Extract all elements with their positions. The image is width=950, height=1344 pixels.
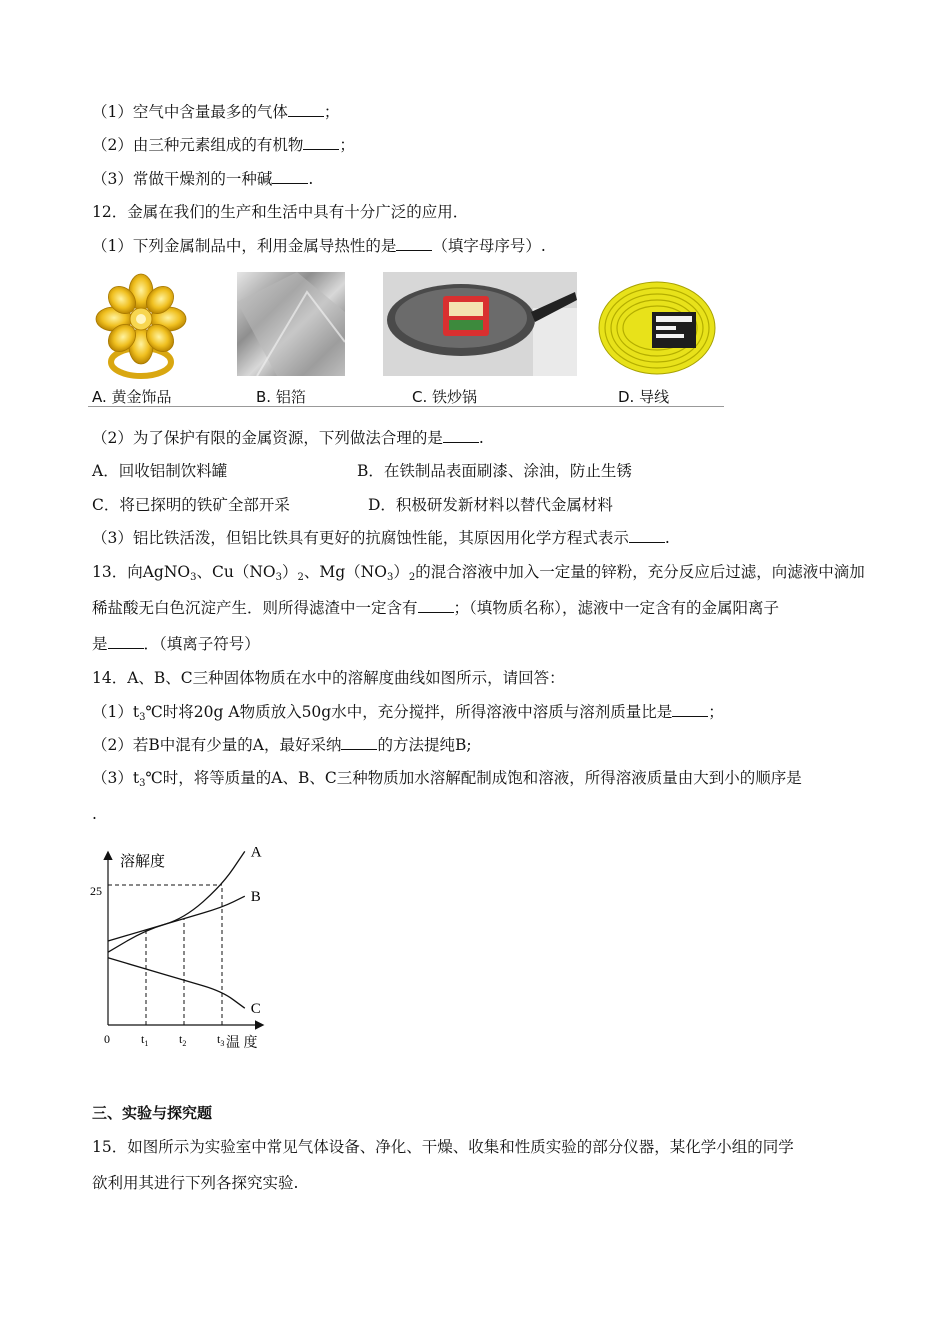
q13-text-close: ） xyxy=(393,563,409,581)
q13-line-3 xyxy=(92,633,260,655)
q12-sub-2 xyxy=(92,427,484,449)
q12-sub-3-text: （3）铝比铁活泼，但铝比铁具有更好的抗腐蚀性能，其原因用化学方程式表示 xyxy=(92,529,629,547)
y-axis-label: 溶解度 xyxy=(120,854,166,870)
q13-line-2-text: 稀盐酸无白色沉淀产生．则所得滤渣中一定含有 xyxy=(92,599,418,617)
q14-sub-1-a: （1）t xyxy=(92,703,140,721)
subscript: 3 xyxy=(275,572,282,583)
q14-sub-3-end: . xyxy=(92,805,97,823)
q13-text-3: 、Mg（NO xyxy=(303,563,387,581)
answer-blank[interactable] xyxy=(396,236,432,251)
q11-item-2 xyxy=(92,134,355,156)
x-axis-label: 温 度 xyxy=(226,1036,258,1051)
answer-blank[interactable] xyxy=(418,598,454,613)
q12-option-b[interactable]: B．在铁制品表面刷漆、涂油，防止生锈 xyxy=(357,462,632,480)
q13-line-3-end: ．（填离子符号） xyxy=(143,635,260,653)
y-tick-label: 25 xyxy=(90,884,102,898)
q14-sub-3 xyxy=(92,767,802,795)
subscript: 3 xyxy=(190,572,197,583)
q12-sub-2-text: （2）为了保护有限的金属资源，下列做法合理的是 xyxy=(92,429,443,447)
q11-item-3-end: . xyxy=(308,170,314,188)
q14-sub-3-a: （3）t xyxy=(92,769,140,787)
q11-item-1 xyxy=(92,101,339,123)
q12-sub-3-end: . xyxy=(664,529,670,547)
q14-sub-2-text: （2）若B中混有少量的A，最好采纳 xyxy=(92,736,342,754)
q11-item-2-text: （2）由三种元素组成的有机物 xyxy=(92,136,304,154)
q11-item-3-text: （3）常做干燥剂的一种碱 xyxy=(92,170,273,188)
wire-coil-icon xyxy=(594,272,720,382)
answer-blank[interactable] xyxy=(272,169,308,184)
curve-B xyxy=(108,896,245,941)
curve-C xyxy=(108,958,245,1008)
image-label-d: D. 导线 xyxy=(618,388,670,406)
image-label-b: B. 铝箔 xyxy=(256,388,306,406)
q14-sub-2 xyxy=(92,734,472,756)
answer-blank[interactable] xyxy=(303,135,339,150)
subscript: 3 xyxy=(386,572,394,583)
aluminum-foil-icon xyxy=(237,272,345,376)
q13-text-close: ） xyxy=(281,563,298,581)
q12-sub-1-end: （填字母序号）. xyxy=(432,237,546,255)
answer-blank[interactable] xyxy=(672,702,708,717)
q14-sub-1 xyxy=(92,701,724,729)
q14-stem: 14．A、B、C三种固体物质在水中的溶解度曲线如图所示，请回答： xyxy=(92,669,565,687)
q12-sub-1 xyxy=(92,235,546,257)
answer-blank[interactable] xyxy=(288,102,324,117)
x-tick-label: $t_1$ xyxy=(141,1032,149,1048)
q11-item-1-text: （1）空气中含量最多的气体 xyxy=(92,103,288,121)
q12-options-row-1 xyxy=(92,460,227,482)
origin-label: 0 xyxy=(104,1032,110,1046)
q14-sub-1-end: ； xyxy=(708,703,724,721)
q15-line-1: 15．如图所示为实验室中常见气体设备、净化、干燥、收集和性质实验的部分仪器，某化学小组的同学 xyxy=(92,1138,794,1156)
x-tick-label: $t_3$ xyxy=(217,1032,225,1048)
q12-sub-2-end: . xyxy=(478,429,484,447)
section-heading: 三、实验与探究题 xyxy=(92,1104,213,1122)
image-label-c: C. 铁炒锅 xyxy=(412,388,478,406)
gold-flower-ring-icon xyxy=(90,272,192,384)
q14-sub-3-b: ℃时，将等质量的A、B、C三种物质加水溶解配制成饱和溶液，所得溶液质量由大到小的顺序是 xyxy=(145,769,802,787)
x-tick-label: $t_2$ xyxy=(179,1032,187,1048)
subscript: 2 xyxy=(297,572,304,583)
answer-blank[interactable] xyxy=(108,634,144,649)
answer-blank[interactable] xyxy=(341,735,377,750)
figure-baseline xyxy=(88,406,724,407)
answer-blank[interactable] xyxy=(443,428,479,443)
q13-line-1 xyxy=(92,561,865,589)
answer-blank[interactable] xyxy=(629,528,665,543)
q13-line-2 xyxy=(92,597,779,619)
q12-sub-1-text: （1）下列金属制品中，利用金属导热性的是 xyxy=(92,237,397,255)
q11-item-2-end: ； xyxy=(339,136,355,154)
metal-products-figure xyxy=(88,272,724,408)
subscript: 3 xyxy=(139,778,146,789)
q12-stem: 12．金属在我们的生产和生活中具有十分广泛的应用． xyxy=(92,203,469,221)
series-label-C: C xyxy=(250,1001,261,1018)
option-a[interactable]: A．回收铝制饮料罐 xyxy=(92,462,228,480)
q14-sub-2-end: 的方法提纯B; xyxy=(377,736,472,754)
q12-option-d[interactable]: D．积极研发新材料以替代金属材料 xyxy=(368,496,613,514)
q13-text-4: 的混合溶液中加入一定量的锌粉，充分反应后过滤，向滤液中滴加 xyxy=(415,563,865,581)
q11-item-3 xyxy=(92,168,313,190)
q13-text-2: 、Cu（NO xyxy=(196,563,276,581)
q12-sub-3 xyxy=(92,527,670,549)
subscript: 2 xyxy=(408,572,416,583)
q12-option-c[interactable]: C．将已探明的铁矿全部开采 xyxy=(92,496,290,514)
image-label-a: A. 黄金饰品 xyxy=(92,388,172,406)
series-label-B: B xyxy=(250,889,261,906)
series-label-A: A xyxy=(250,845,262,861)
solubility-curve-chart xyxy=(90,845,275,1055)
iron-wok-icon xyxy=(383,272,577,376)
q11-item-1-end: ； xyxy=(323,103,340,121)
q14-sub-1-b: ℃时将20g A物质放入50g水中，充分搅拌，所得溶液中溶质与溶剂质量比是 xyxy=(145,703,673,721)
q13-line-2-end: ；（填物质名称），滤液中一定含有的金属阳离子 xyxy=(453,599,780,617)
q13-text-1: 13．向AgNO xyxy=(92,563,191,581)
q15-line-2: 欲利用其进行下列各探究实验. xyxy=(92,1174,299,1192)
q13-line-3-text: 是 xyxy=(92,635,108,653)
subscript: 3 xyxy=(139,712,146,723)
